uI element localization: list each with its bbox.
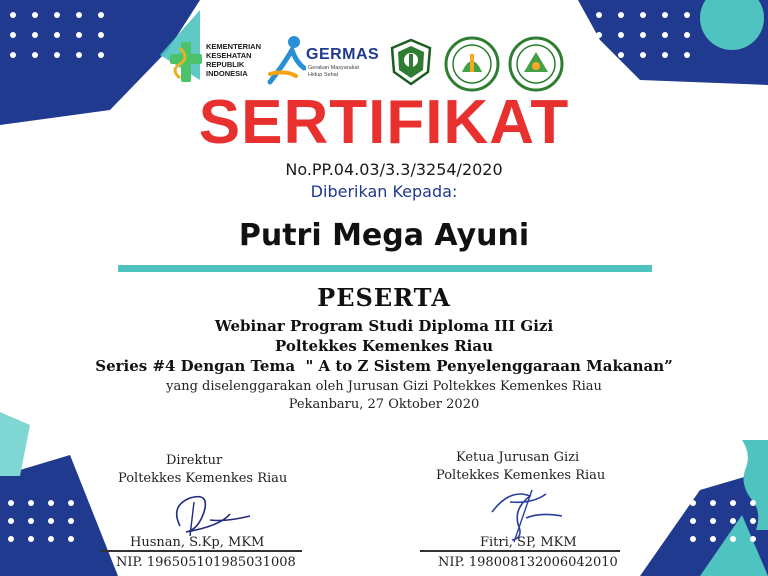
- given-to-label: Diberikan Kepada:: [310, 182, 458, 201]
- dot-grid-bottom-right: [690, 500, 768, 542]
- germas-sub-line-1: Gerakan Masyarakat: [308, 65, 360, 71]
- right-signatory-name: Fitri, SP, MKM: [480, 535, 577, 550]
- kemenkes-logo: [168, 38, 268, 86]
- kemenkes-emblem-icon: [168, 40, 204, 84]
- kemenkes-text-line-3: REPUBLIK: [206, 60, 245, 69]
- kemenkes-text-line-1: KEMENTERIAN: [206, 42, 262, 51]
- germas-figure-icon: [266, 34, 306, 86]
- event-line-2: Poltekkes Kemenkes Riau: [274, 337, 493, 355]
- kemenkes-text-line-4: INDONESIA: [206, 69, 248, 78]
- right-signature-line: [420, 550, 620, 552]
- seal-emblem-2-icon: [444, 36, 500, 92]
- dot-grid-top-right: [596, 12, 706, 58]
- left-signatory-title-1: Direktur: [166, 453, 223, 468]
- left-signatory-title-2: Poltekkes Kemenkes Riau: [118, 471, 288, 486]
- dot-grid-top-left: [10, 12, 120, 58]
- event-line-5: Pekanbaru, 27 Oktober 2020: [288, 397, 480, 412]
- left-signatory-name: Husnan, S.Kp, MKM: [130, 535, 265, 550]
- role-label: PESERTA: [317, 283, 451, 312]
- germas-title: GERMAS: [306, 46, 380, 63]
- right-signatory-nip: NIP. 198008132006042010: [438, 555, 618, 570]
- recipient-name: Putri Mega Ayuni: [238, 218, 530, 253]
- right-signatory-title-2: Poltekkes Kemenkes Riau: [436, 468, 606, 483]
- event-line-4: yang diselenggarakan oleh Jurusan Gizi Poltekkes Kemenkes Riau: [166, 379, 602, 394]
- event-line-1: Webinar Program Studi Diploma III Gizi: [214, 317, 554, 335]
- certificate-number: No.PP.04.03/3.3/3254/2020: [285, 160, 503, 179]
- germas-sub-line-2: Hidup Sehat: [308, 71, 339, 78]
- divider-bar: [118, 265, 652, 272]
- kemenkes-text-line-2: KESEHATAN: [206, 51, 252, 60]
- dot-grid-bottom-left: [8, 500, 88, 542]
- left-signatory-nip: NIP. 196505101985031008: [116, 555, 296, 570]
- germas-logo: [266, 34, 382, 86]
- seal-emblem-3-icon: [508, 36, 564, 92]
- teal-shape-bottom-left: [0, 412, 30, 476]
- left-signature-line: [100, 550, 302, 552]
- certificate-title: SERTIFIKAT: [198, 88, 570, 157]
- seal-emblem-1-icon: [388, 38, 434, 86]
- event-line-3: Series #4 Dengan Tema " A to Z Sistem Penyelenggaraan Makanan”: [95, 357, 673, 375]
- right-signatory-title-1: Ketua Jurusan Gizi: [456, 450, 580, 465]
